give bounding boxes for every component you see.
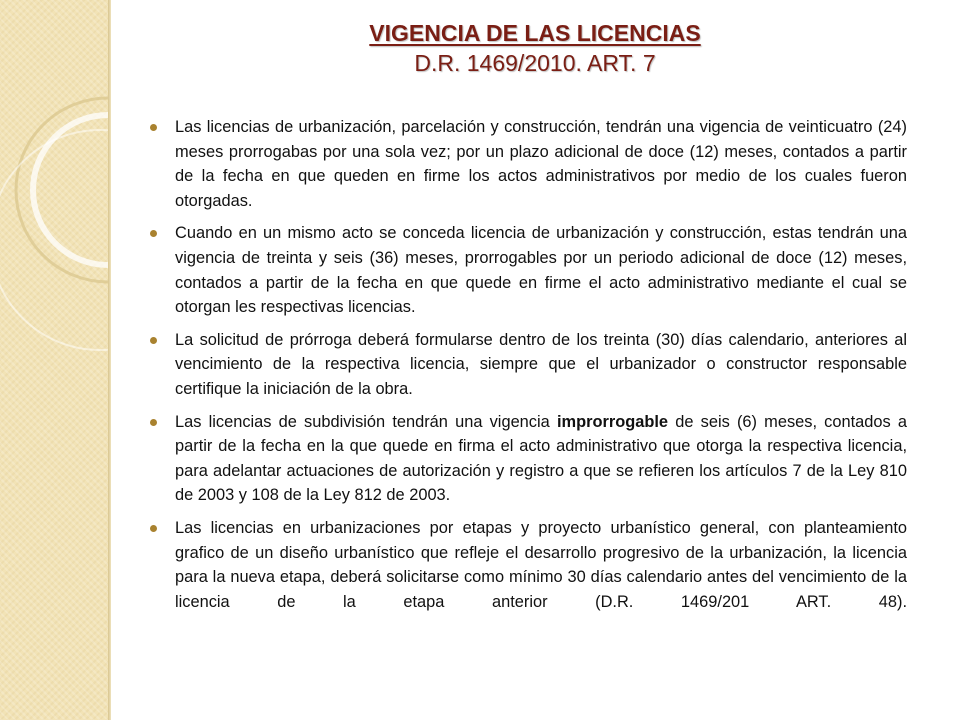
side-panel-edge: [108, 0, 111, 720]
bullet-item: [150, 115, 907, 213]
bullet-icon: [150, 124, 157, 131]
bullet-list: [150, 115, 907, 622]
slide-title: [110, 18, 960, 78]
bullet-item: [150, 410, 907, 508]
bullet-text: Las licencias en urbanizaciones por etapas y proyecto urbanístico general, con planteamiento grafico de un diseño urbanístico que refleje el desarrollo progresivo de la urbanización, la licencia para la nueva etapa, deberá solicitarse como mínimo 30 días calendario antes del vencimiento de la licencia de la etapa anterior (D.R. 1469/201 ART. 48).: [175, 518, 907, 611]
decorative-side-panel: [0, 0, 108, 720]
bullet-text-part: de seis (6) meses, contados a partir de la fecha en la que quede en firma el acto administrativo que otorga la respectiva licencia, para adelantar actuaciones de autorización y registro a que se refieren los artículos 7 de la Ley 810 de 2003 y 108 de la Ley 812 de 2003.: [175, 412, 907, 505]
bullet-text: [175, 413, 907, 505]
title-main: VIGENCIA DE LAS LICENCIAS: [369, 20, 701, 46]
bullet-item: [150, 221, 907, 319]
title-subtitle: D.R. 1469/2010. ART. 7: [414, 50, 656, 76]
bullet-item: [150, 328, 907, 402]
bullet-text: La solicitud de prórroga deberá formularse dentro de los treinta (30) días calendario, anteriores al vencimiento de la respectiva licencia, siempre que el urbanizador o constructor responsable certifique la iniciación de la obra.: [175, 330, 907, 398]
decorative-circles: [0, 0, 108, 720]
bullet-icon: [150, 337, 157, 344]
bullet-item: [150, 516, 907, 614]
bullet-text-part: Las licencias de subdivisión tendrán una vigencia: [175, 412, 557, 431]
bullet-text: Las licencias de urbanización, parcelación y construcción, tendrán una vigencia de veinticuatro (24) meses prorrogabas por una sola vez; por un plazo adicional de doce (12) meses, contados a partir de la fecha en que queden en firme los actos administrativos por medio de los cuales fueron otorgadas.: [175, 118, 907, 210]
bullet-icon: [150, 525, 157, 532]
bullet-icon: [150, 230, 157, 237]
bullet-text: Cuando en un mismo acto se conceda licencia de urbanización y construcción, estas tendrán una vigencia de treinta y seis (36) meses, prorrogables por un periodo adicional de doce (12) meses, contados a partir de la fecha en que quede en firme el acto administrativo mediante el cual se otorgan les respectivas licencias.: [175, 224, 907, 317]
bold-emphasis: improrrogable: [556, 412, 669, 431]
bullet-icon: [150, 419, 157, 426]
